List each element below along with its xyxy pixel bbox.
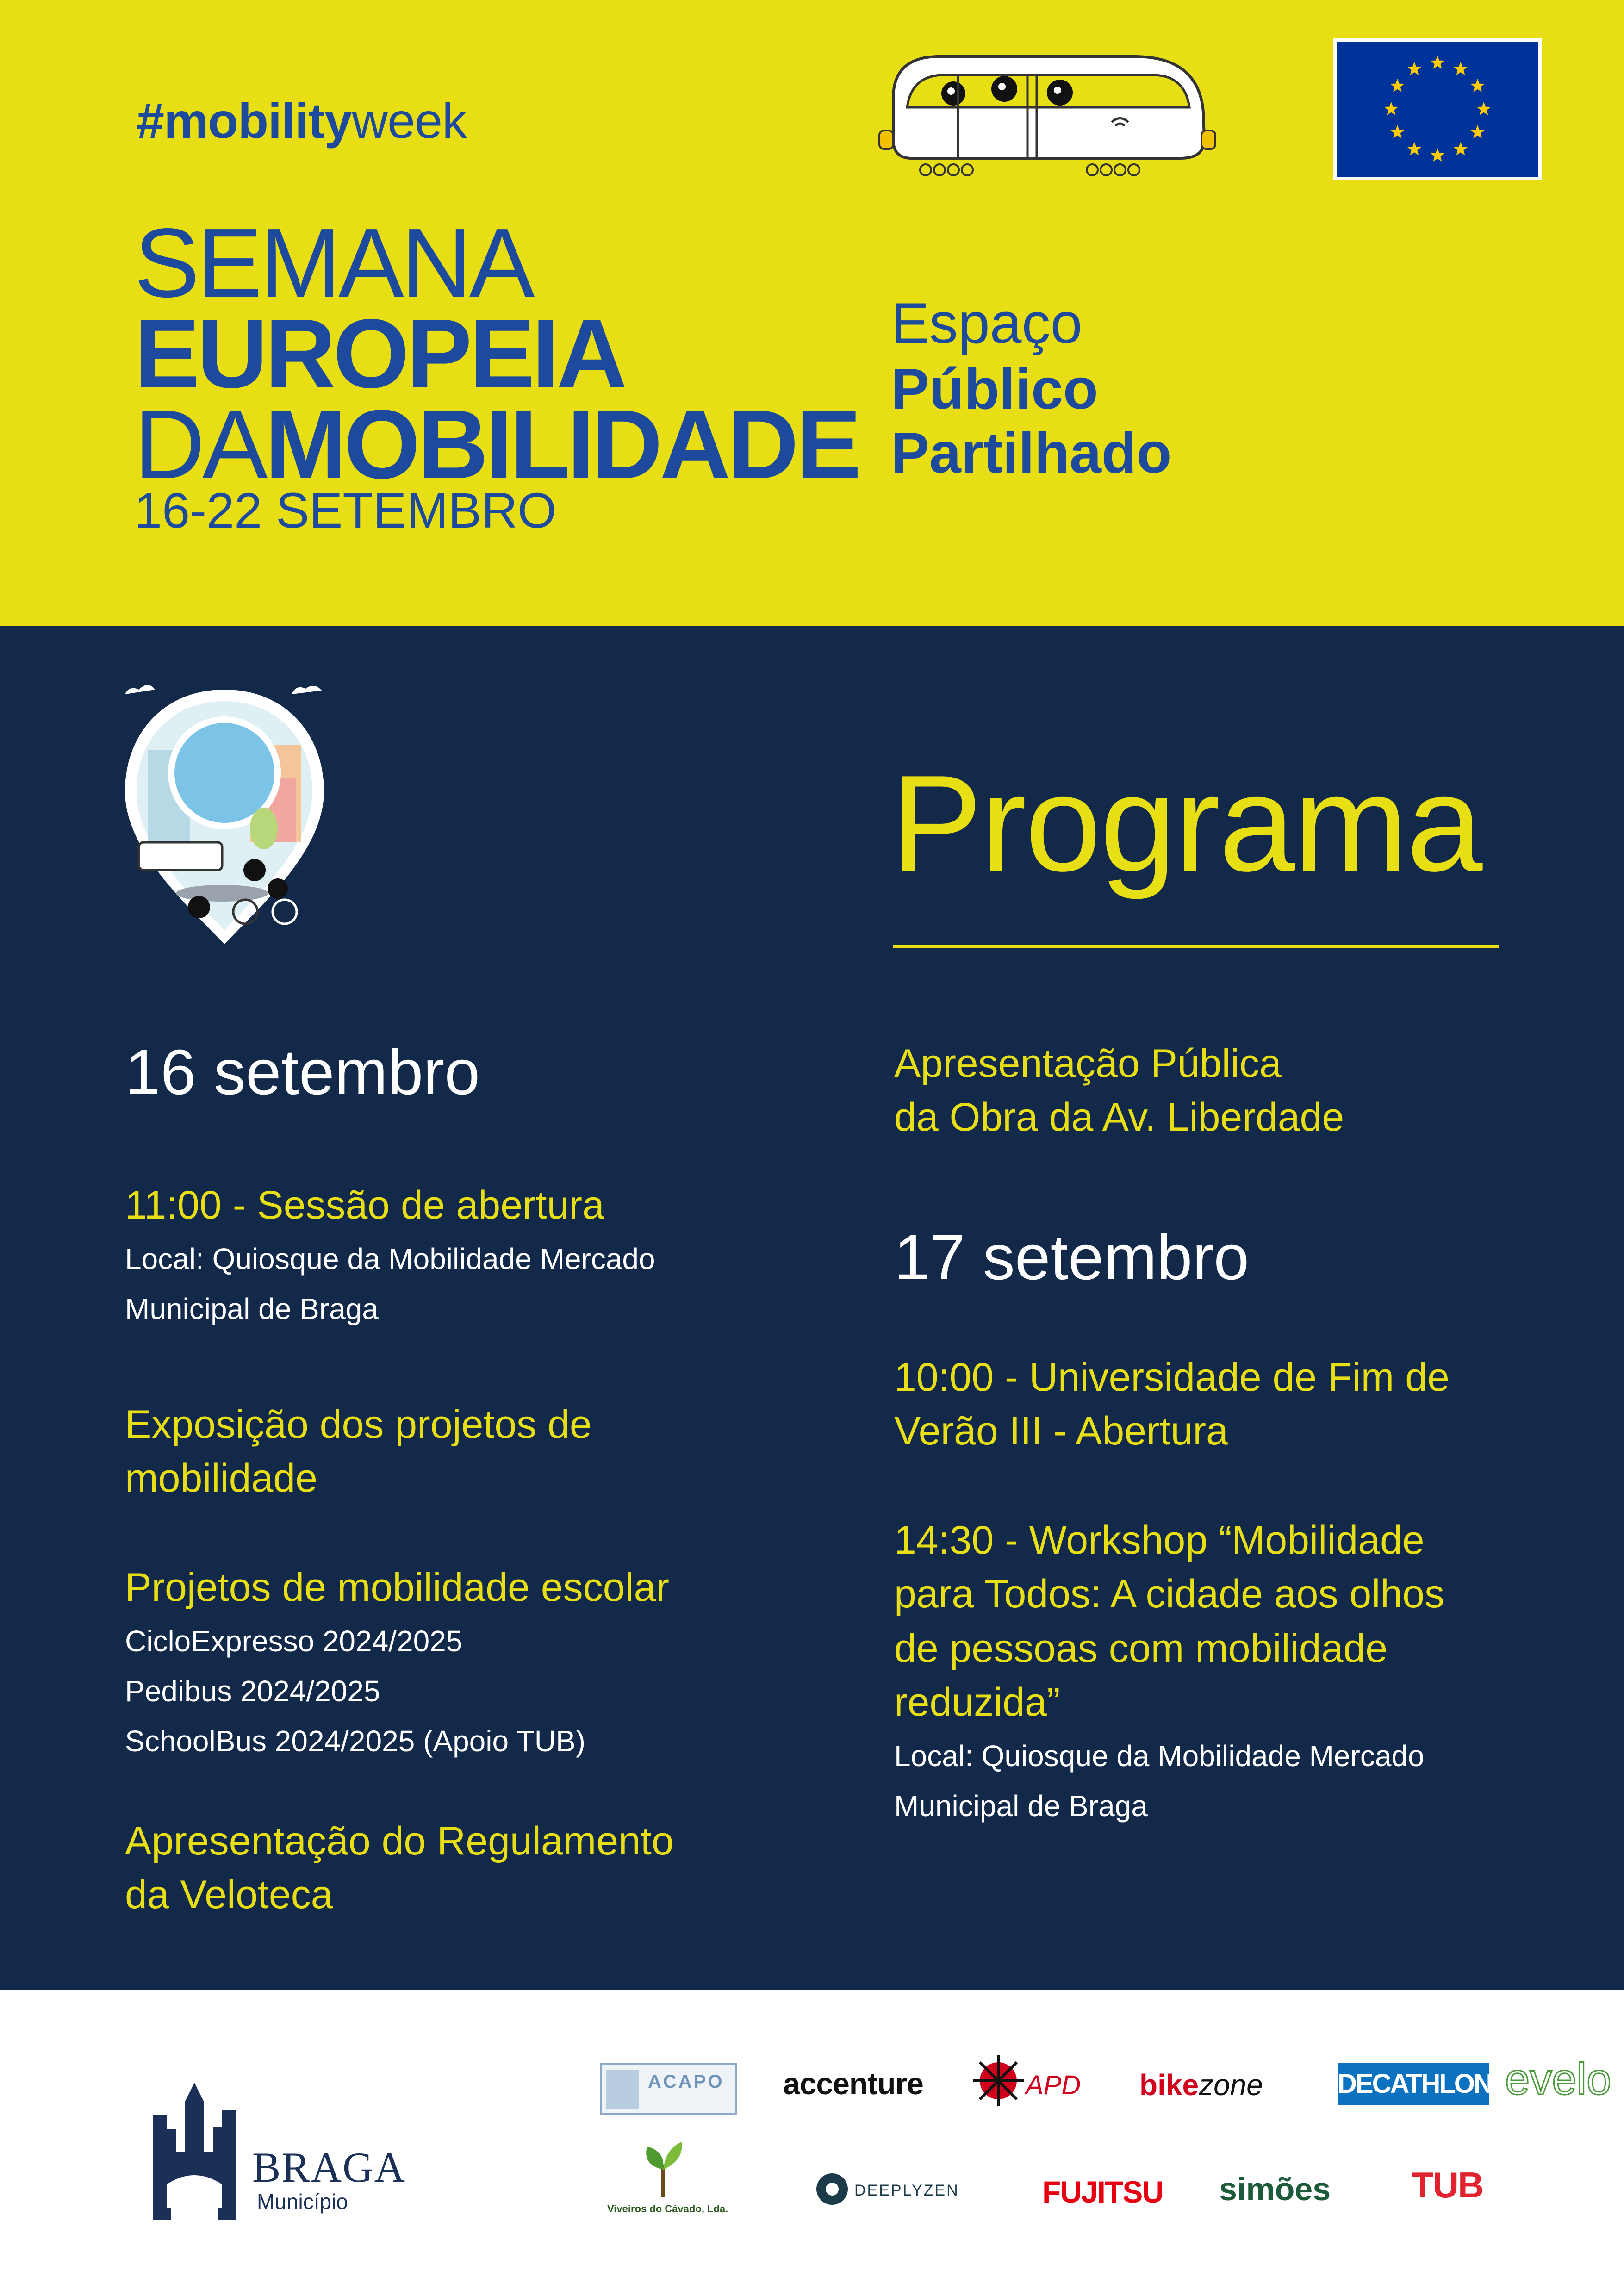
event-school-title: Projetos de mobilidade escolar xyxy=(125,1565,669,1610)
event-dates: 16-22 SETEMBRO xyxy=(134,482,557,538)
decathlon-logo: DECATHLON xyxy=(1338,2063,1489,2105)
event-workshop-location-2: Municipal de Braga xyxy=(894,1789,1148,1823)
event-regulation-line2: da Veloteca xyxy=(125,1873,333,1917)
event-workshop-line4: reduzida” xyxy=(894,1680,1060,1724)
viveiros-logo-text: Viveiros do Cávado, Lda. xyxy=(607,2203,728,2215)
location-pin-illustration xyxy=(111,676,352,953)
theme-line1: Espaço xyxy=(891,292,1083,355)
braga-logo-subtitle: Município xyxy=(257,2190,348,2214)
day-heading-17: 17 setembro xyxy=(894,1222,1250,1293)
acapo-logo xyxy=(600,2063,737,2115)
school-project-1: CicloExpresso 2024/2025 xyxy=(125,1624,463,1658)
bikezone-logo: bikezone xyxy=(1139,2068,1263,2102)
hashtag: #mobilityweek xyxy=(137,93,467,149)
theme-line3: Partilhado xyxy=(891,421,1172,485)
event-regulation-line1: Apresentação do Regulamento xyxy=(125,1819,674,1863)
school-project-2: Pedibus 2024/2025 xyxy=(125,1674,380,1708)
apd-logo-text: APD xyxy=(1026,2070,1081,2100)
heading-divider xyxy=(893,945,1499,948)
programme-heading: Programa xyxy=(891,747,1481,900)
event-exhibition-line1: Exposição dos projetos de xyxy=(125,1402,592,1447)
acapo-logo-text: ACAPO xyxy=(648,2072,724,2092)
evelo-logo: evelo xyxy=(1505,2054,1612,2104)
acapo-mark-icon xyxy=(606,2070,639,2109)
fujitsu-logo: FUJITSU xyxy=(1042,2175,1164,2209)
event-university-line2: Verão III - Abertura xyxy=(894,1409,1228,1453)
event-title-line3: DAMOBILIDADE xyxy=(134,389,859,499)
sponsors-footer xyxy=(0,1990,1624,2296)
theme-line2: Público xyxy=(891,357,1098,421)
event-opening-title: 11:00 - Sessão de abertura xyxy=(125,1183,604,1227)
event-title-line1: SEMANA xyxy=(134,208,532,317)
event-title-line2: EUROPEIA xyxy=(134,299,625,408)
event-presentation-line2: da Obra da Av. Liberdade xyxy=(894,1095,1344,1139)
accenture-logo: accenture xyxy=(783,2066,923,2101)
viveiros-tree-icon xyxy=(638,2137,689,2202)
eu-flag-icon xyxy=(1333,38,1542,180)
event-university-line1: 10:00 - Universidade de Fim de xyxy=(894,1355,1450,1400)
event-workshop-line2: para Todos: A cidade aos olhos xyxy=(894,1572,1444,1616)
day-heading-16: 16 setembro xyxy=(125,1037,480,1108)
event-opening-location-1: Local: Quiosque da Mobilidade Mercado xyxy=(125,1242,655,1276)
school-project-3: SchoolBus 2024/2025 (Apoio TUB) xyxy=(125,1724,585,1758)
event-opening-location-2: Municipal de Braga xyxy=(125,1292,379,1325)
event-exhibition-line2: mobilidade xyxy=(125,1456,317,1500)
simoes-logo: simões xyxy=(1219,2171,1331,2207)
apd-logo-mark-icon xyxy=(973,2053,1024,2109)
deeplyzen-mark-icon xyxy=(814,2171,851,2208)
event-presentation-line1: Apresentação Pública xyxy=(894,1041,1282,1086)
event-workshop-location-1: Local: Quiosque da Mobilidade Mercado xyxy=(894,1739,1425,1773)
braga-logo-name: BRAGA xyxy=(252,2144,406,2191)
deeplyzen-logo-text: DEEPLYZEN xyxy=(854,2182,959,2199)
train-illustration xyxy=(875,43,1217,181)
braga-emblem-icon xyxy=(148,2083,241,2221)
event-workshop-line1: 14:30 - Workshop “Mobilidade xyxy=(894,1518,1425,1562)
tub-logo: TUB xyxy=(1412,2165,1483,2205)
event-workshop-line3: de pessoas com mobilidade xyxy=(894,1626,1388,1671)
